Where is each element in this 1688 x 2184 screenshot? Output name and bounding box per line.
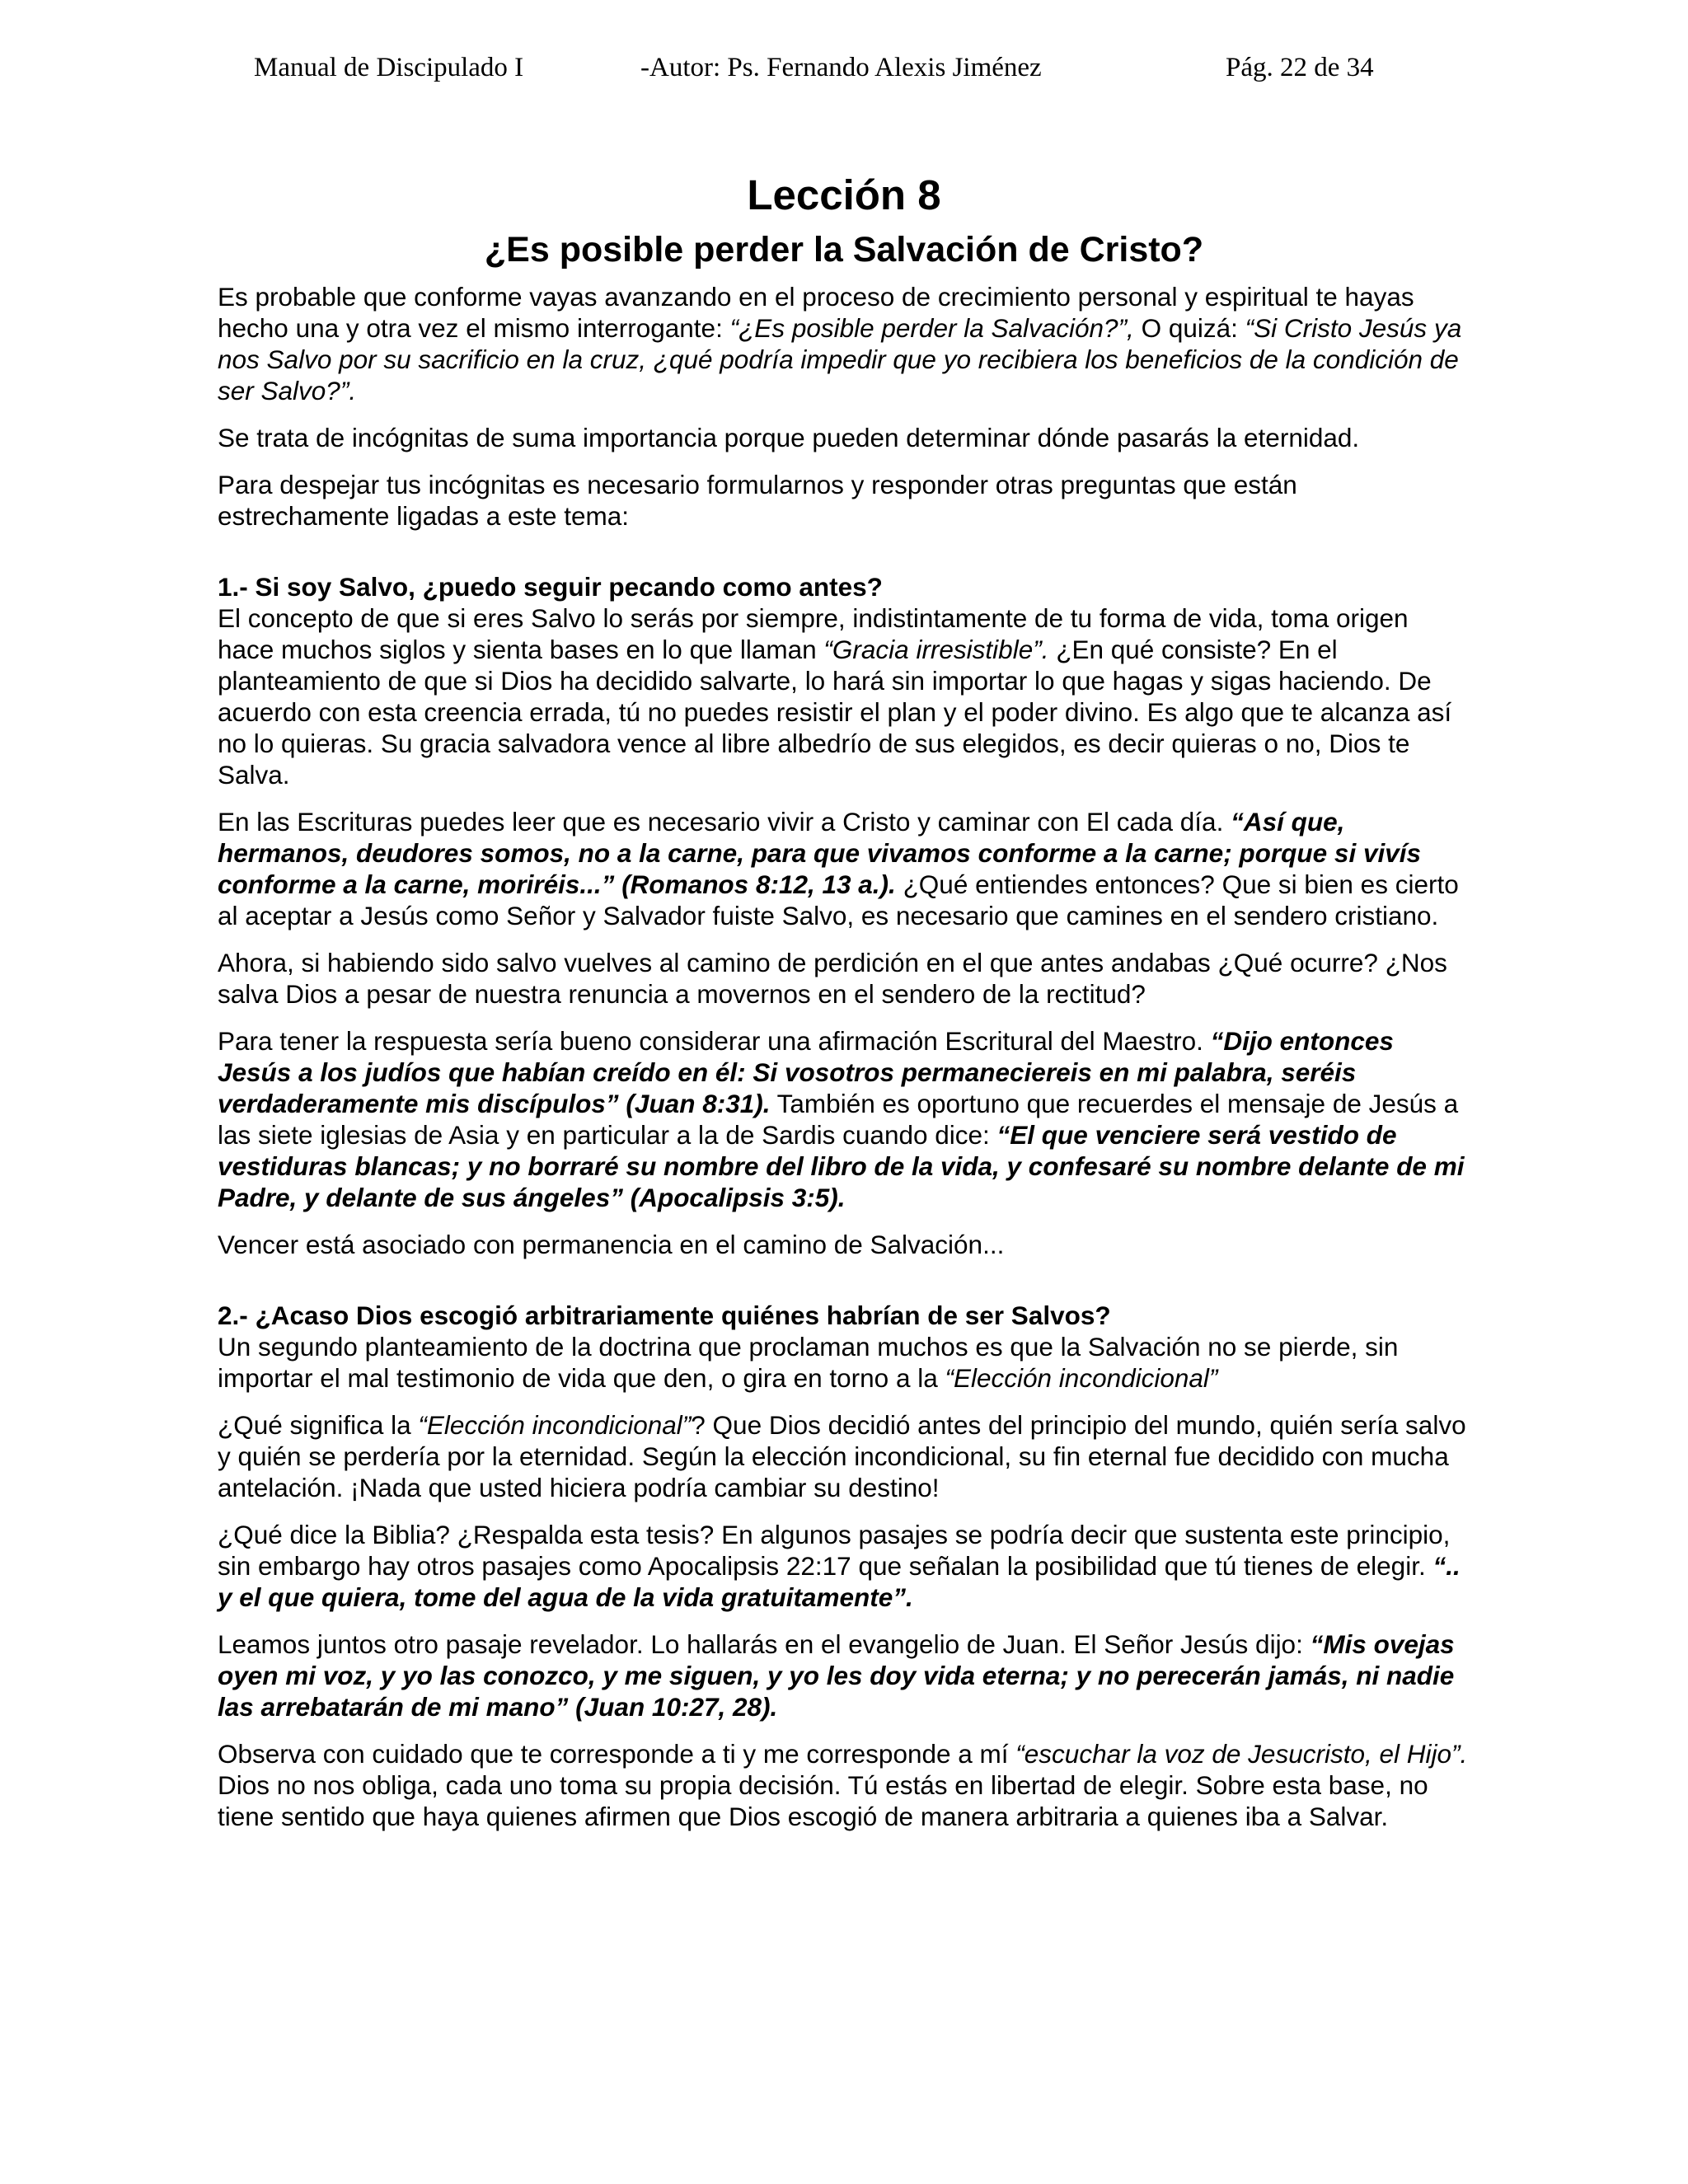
section-2-paragraph-1	[218, 1331, 1470, 1394]
italic-term: “Elección incondicional”	[418, 1410, 692, 1440]
section-2-paragraph-3	[218, 1519, 1470, 1613]
section-1-paragraph-4	[218, 1025, 1470, 1213]
intro-paragraph-2: Se trata de incógnitas de suma importancia porque pueden determinar dónde pasarás la eternidad.	[218, 423, 1360, 452]
page-header	[0, 53, 1688, 102]
italic-quote: “¿Es posible perder la Salvación?”,	[729, 313, 1134, 343]
section-1-paragraph-3: Ahora, si habiendo sido salvo vuelves al camino de perdición en el que antes andabas ¿Qué ocurre? ¿Nos salva Dios a pesar de nuestra renuncia a movernos en el sendero de la rectitud?	[218, 948, 1447, 1009]
scripture-quote: “Así que, hermanos, deudores somos, no a la carne, para que vivamos conforme a la carne; porque si vivís conforme a la carne, moriréis...” (Romanos 8:12, 13 a.).	[218, 807, 1422, 899]
section-2-paragraph-2	[218, 1409, 1470, 1503]
text-run: ? Que Dios decidió antes del principio del mundo, quién sería salvo y quién se perdería por la eternidad. Según la elección incondicional, su fin eternal fue decidido con mucha antelación. ¡Nada que usted hiciera podría cambiar su destino!	[218, 1410, 1466, 1502]
text-run: Observa con cuidado que te corresponde a ti y me corresponde a mí	[218, 1739, 1016, 1769]
text-run: O quizá:	[1133, 313, 1245, 343]
italic-quote: “escuchar la voz de Jesucristo, el Hijo”.	[1015, 1739, 1468, 1769]
intro-paragraph-3: Para despejar tus incógnitas es necesario formularnos y responder otras preguntas que están estrechamente ligadas a este tema:	[218, 470, 1297, 531]
scripture-quote: “.. y el que quiera, tome del agua de la vida gratuitamente”.	[218, 1551, 1461, 1612]
text-run: Leamos juntos otro pasaje revelador. Lo hallarás en el evangelio de Juan. El Señor Jesús dijo:	[218, 1629, 1311, 1659]
intro-paragraph-1	[218, 281, 1470, 406]
section-2-paragraph-5	[218, 1738, 1470, 1832]
text-run: El concepto de que si eres Salvo lo serás por siempre, indistintamente de tu forma de vida, toma origen hace muchos siglos y sienta bases en lo que llaman	[218, 603, 1409, 664]
section-1-heading: 1.- Si soy Salvo, ¿puedo seguir pecando como antes?	[218, 572, 883, 602]
section-1-paragraph-5: Vencer está asociado con permanencia en el camino de Salvación...	[218, 1230, 1005, 1259]
scripture-quote: “Dijo entonces Jesús a los judíos que habían creído en él: Si vosotros permaneciereis en mi palabra, seréis verdaderamente mis discípulos” (Juan 8:31).	[218, 1026, 1394, 1118]
text-run: En las Escrituras puedes leer que es necesario vivir a Cristo y caminar con El cada día.	[218, 807, 1231, 837]
italic-term: “Gracia irresistible”.	[823, 635, 1049, 664]
header-author: -Autor: Ps. Fernando Alexis Jiménez	[640, 53, 1042, 82]
section-2-paragraph-4	[218, 1629, 1470, 1722]
lesson-title: Lección 8	[747, 171, 941, 218]
header-page-number: Pág. 22 de 34	[1226, 53, 1374, 82]
text-run: También es oportuno que recuerdes el mensaje de Jesús a las siete iglesias de Asia y en particular a la de Sardis cuando dice:	[218, 1089, 1459, 1150]
text-run: ¿En qué consiste? En el planteamiento de que si Dios ha decidido salvarte, lo hará sin importar lo que hagas y sigas haciendo. De acuerdo con esta creencia errada, tú no puedes resistir el plan y el poder divino. Es algo que te alcanza así no lo quieras. Su gracia salvadora vence al libre albedrío de sus elegidos, es decir quieras o no, Dios te Salva.	[218, 635, 1452, 790]
document-body	[218, 169, 1470, 1848]
header-document-title: Manual de Discipulado I	[254, 53, 524, 82]
section-1-paragraph-2	[218, 806, 1470, 931]
lesson-subtitle: ¿Es posible perder la Salvación de Cristo?	[484, 230, 1204, 269]
text-run: ¿Qué significa la	[218, 1410, 419, 1440]
scripture-quote: “El que venciere será vestido de vestiduras blancas; y no borraré su nombre del libro de la vida, y confesaré su nombre delante de mi Padre, y delante de sus ángeles” (Apocalipsis 3:5).	[218, 1120, 1465, 1212]
italic-term: “Elección incondicional”	[945, 1363, 1218, 1393]
italic-quote: “Si Cristo Jesús ya nos Salvo por su sacrificio en la cruz, ¿qué podría impedir que yo recibiera los beneficios de la condición de ser Salvo?”.	[218, 313, 1462, 405]
text-run: Dios no nos obliga, cada uno toma su propia decisión. Tú estás en libertad de elegir. Sobre esta base, no tiene sentido que haya quienes afirmen que Dios escogió de manera arbitraria a quienes iba a Salvar.	[218, 1770, 1428, 1831]
text-run: Un segundo planteamiento de la doctrina que proclaman muchos es que la Salvación no se pierde, sin importar el mal testimonio de vida que den, o gira en torno a la	[218, 1332, 1399, 1393]
section-2-heading: 2.- ¿Acaso Dios escogió arbitrariamente quiénes habrían de ser Salvos?	[218, 1301, 1111, 1330]
text-run: ¿Qué entiendes entonces? Que si bien es cierto al aceptar a Jesús como Señor y Salvador fuiste Salvo, es necesario que camines en el sendero cristiano.	[218, 869, 1459, 930]
text-run: ¿Qué dice la Biblia? ¿Respalda esta tesis? En algunos pasajes se podría decir que sustenta este principio, sin embargo hay otros pasajes como Apocalipsis 22:17 que señalan la posibilidad que tú tienes de elegir.	[218, 1520, 1451, 1581]
text-run: Para tener la respuesta sería bueno considerar una afirmación Escritural del Maestro.	[218, 1026, 1211, 1056]
section-1-paragraph-1	[218, 602, 1470, 790]
text-run: Es probable que conforme vayas avanzando en el proceso de crecimiento personal y espiritual te hayas hecho una y otra vez el mismo interrogante:	[218, 282, 1414, 343]
scripture-quote: “Mis ovejas oyen mi voz, y yo las conozco, y me siguen, y yo les doy vida eterna; y no perecerán jamás, ni nadie las arrebatarán de mi mano” (Juan 10:27, 28).	[218, 1629, 1455, 1722]
